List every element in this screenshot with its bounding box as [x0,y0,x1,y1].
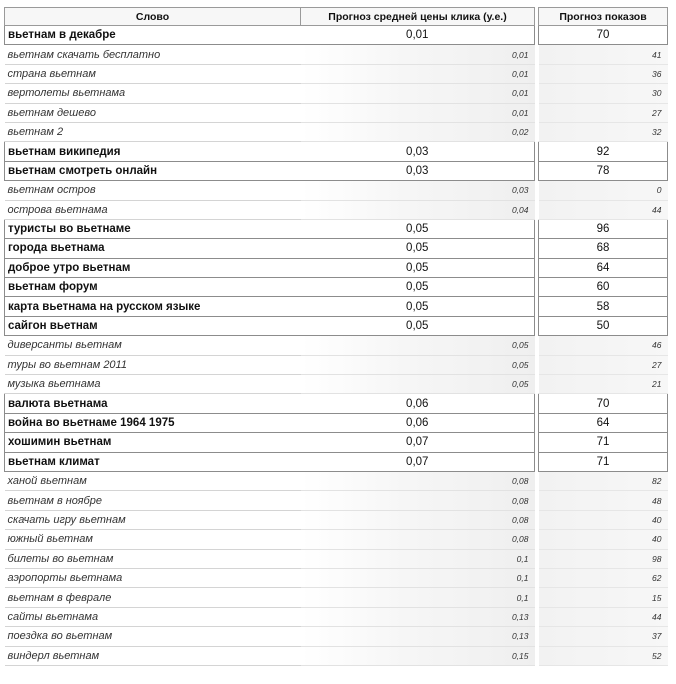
table-row [5,510,668,529]
price-cell: 0,08 [301,491,535,510]
table-row [5,45,668,64]
table-row [5,200,668,219]
price-cell: 0,03 [301,161,535,180]
shows-cell: 58 [539,297,668,316]
price-cell: 0,01 [301,45,535,64]
table-row [5,394,668,413]
keyword-cell: страна вьетнам [5,64,301,83]
shows-cell: 62 [539,568,668,587]
price-cell: 0,01 [301,64,535,83]
keyword-cell: вьетнам дешево [5,103,301,122]
table-row [5,491,668,510]
shows-cell: 68 [539,239,668,258]
table-row [5,258,668,277]
price-cell: 0,05 [301,219,535,238]
shows-cell: 60 [539,278,668,297]
keyword-cell: южный вьетнам [5,530,301,549]
table-row [5,103,668,122]
price-cell: 0,05 [301,375,535,394]
keyword-cell: туры во вьетнам 2011 [5,355,301,374]
keyword-cell: вьетнам в ноябре [5,491,301,510]
price-cell: 0,08 [301,510,535,529]
keyword-cell: вьетнам в декабре [5,26,301,45]
price-cell: 0,05 [301,258,535,277]
price-cell: 0,13 [301,607,535,626]
shows-cell: 27 [539,103,668,122]
price-cell: 0,05 [301,239,535,258]
shows-cell: 30 [539,84,668,103]
price-cell: 0,03 [301,142,535,161]
shows-cell: 40 [539,530,668,549]
price-cell: 0,15 [301,646,535,665]
shows-cell: 98 [539,549,668,568]
price-cell: 0,05 [301,336,535,355]
keyword-cell: вьетнам скачать бесплатно [5,45,301,64]
price-cell: 0,02 [301,122,535,141]
header-row [5,8,668,26]
price-cell: 0,06 [301,413,535,432]
table-row [5,568,668,587]
table-row [5,627,668,646]
shows-cell: 44 [539,607,668,626]
table-row [5,64,668,83]
keyword-cell: война во вьетнаме 1964 1975 [5,413,301,432]
shows-cell: 52 [539,646,668,665]
price-cell: 0,05 [301,355,535,374]
table-row [5,646,668,665]
column-header-price: Прогноз средней цены клика (у.е.) [301,8,535,26]
table-row [5,549,668,568]
price-cell: 0,07 [301,452,535,471]
keyword-cell: вьетнам смотреть онлайн [5,161,301,180]
table-row [5,355,668,374]
shows-cell: 92 [539,142,668,161]
keyword-cell: вьетнам климат [5,452,301,471]
price-cell: 0,07 [301,433,535,452]
shows-cell: 71 [539,452,668,471]
shows-cell: 32 [539,122,668,141]
column-header-shows: Прогноз показов [539,8,668,26]
table-row [5,219,668,238]
price-cell: 0,1 [301,588,535,607]
price-cell: 0,01 [301,103,535,122]
keyword-cell: виндерл вьетнам [5,646,301,665]
table-row [5,471,668,490]
table-row [5,413,668,432]
table-row [5,278,668,297]
price-cell: 0,05 [301,297,535,316]
shows-cell: 78 [539,161,668,180]
price-cell: 0,01 [301,84,535,103]
table-row [5,161,668,180]
keyword-cell: диверсанты вьетнам [5,336,301,355]
keyword-cell: ханой вьетнам [5,471,301,490]
table-row [5,316,668,335]
shows-cell: 70 [539,394,668,413]
table-row [5,181,668,200]
keyword-cell: вьетнам википедия [5,142,301,161]
keyword-cell: города вьетнама [5,239,301,258]
price-cell: 0,1 [301,568,535,587]
table-row [5,607,668,626]
table-row [5,239,668,258]
keyword-forecast-table [4,7,668,666]
keyword-cell: вьетнам форум [5,278,301,297]
shows-cell: 40 [539,510,668,529]
shows-cell: 82 [539,471,668,490]
shows-cell: 48 [539,491,668,510]
price-cell: 0,04 [301,200,535,219]
shows-cell: 50 [539,316,668,335]
shows-cell: 46 [539,336,668,355]
keyword-cell: валюта вьетнама [5,394,301,413]
keyword-cell: аэропорты вьетнама [5,568,301,587]
table-row [5,336,668,355]
keyword-cell: скачать игру вьетнам [5,510,301,529]
keyword-cell: хошимин вьетнам [5,433,301,452]
keyword-cell: музыка вьетнама [5,375,301,394]
shows-cell: 44 [539,200,668,219]
shows-cell: 21 [539,375,668,394]
price-cell: 0,08 [301,530,535,549]
table-row [5,122,668,141]
table-row [5,142,668,161]
shows-cell: 27 [539,355,668,374]
shows-cell: 0 [539,181,668,200]
price-cell: 0,05 [301,278,535,297]
table-row [5,84,668,103]
keyword-cell: сайгон вьетнам [5,316,301,335]
table-row [5,433,668,452]
table-row [5,588,668,607]
price-cell: 0,08 [301,471,535,490]
keyword-cell: поездка во вьетнам [5,627,301,646]
table-row [5,375,668,394]
shows-cell: 37 [539,627,668,646]
keyword-cell: острова вьетнама [5,200,301,219]
shows-cell: 64 [539,413,668,432]
price-cell: 0,01 [301,26,535,45]
shows-cell: 70 [539,26,668,45]
price-cell: 0,13 [301,627,535,646]
keyword-cell: вьетнам 2 [5,122,301,141]
shows-cell: 15 [539,588,668,607]
table-row [5,452,668,471]
price-cell: 0,05 [301,316,535,335]
shows-cell: 41 [539,45,668,64]
column-header-word: Слово [5,8,301,26]
shows-cell: 96 [539,219,668,238]
price-cell: 0,03 [301,181,535,200]
price-cell: 0,1 [301,549,535,568]
table-row [5,297,668,316]
keyword-cell: карта вьетнама на русском языке [5,297,301,316]
table-row [5,530,668,549]
keyword-cell: билеты во вьетнам [5,549,301,568]
keyword-cell: сайты вьетнама [5,607,301,626]
keyword-cell: вьетнам в феврале [5,588,301,607]
keyword-cell: вьетнам остров [5,181,301,200]
shows-cell: 36 [539,64,668,83]
table-row [5,26,668,45]
shows-cell: 64 [539,258,668,277]
table-body [5,26,668,666]
shows-cell: 71 [539,433,668,452]
price-cell: 0,06 [301,394,535,413]
keyword-cell: вертолеты вьетнама [5,84,301,103]
keyword-cell: доброе утро вьетнам [5,258,301,277]
keyword-cell: туристы во вьетнаме [5,219,301,238]
